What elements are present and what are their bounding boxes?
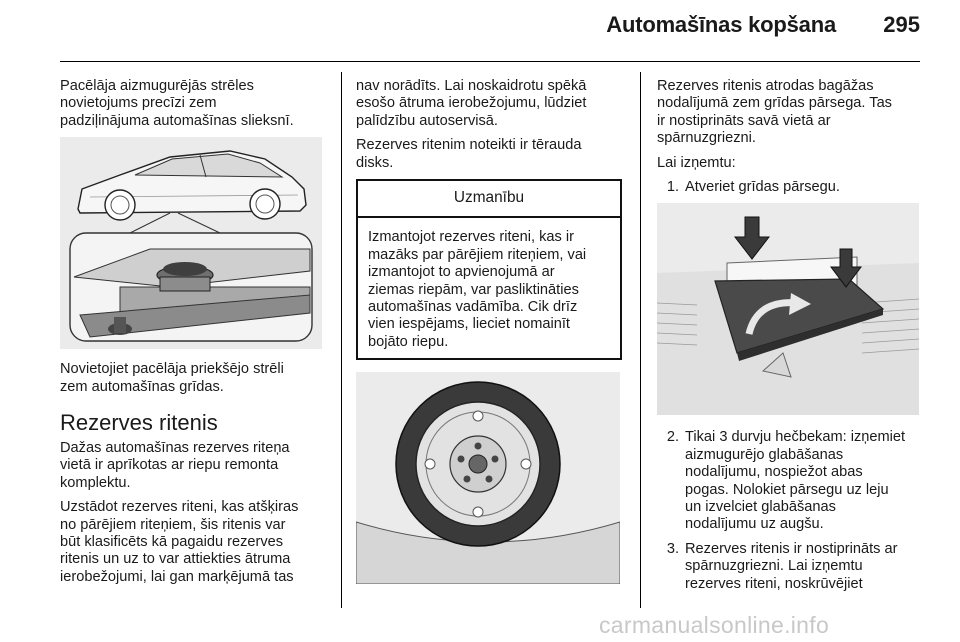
- column-2: [356, 78, 624, 584]
- list-item: [657, 541, 922, 593]
- spare-wheel-figure: [356, 372, 620, 584]
- step-number: 1.: [666, 179, 679, 196]
- page-title: Automašīnas kopšana: [606, 12, 836, 37]
- caution-body: Izmantojot rezerves riteni, kas ir mazāks par pārējiem riteņiem, vai izmantojot to apvienojumā ar ziemas riepām, var pasliktināties automašīnas vadāmība. Cik drīz vien iespējams, lieciet nomainīt bojāto riepu.: [368, 229, 587, 350]
- page-number: 295: [883, 12, 920, 37]
- step-text: Rezerves ritenis ir nostiprināts ar spārnuzgriezni. Lai izņemtu rezerves riteni, noskrūvējiet: [685, 540, 898, 592]
- jack-placement-text: Pacēlāja aizmugurējās strēles novietojums precīzi zem padziļinājuma automašīnas slieksnī.: [60, 78, 294, 129]
- removal-steps: [657, 179, 922, 196]
- caution-title: Uzmanību: [358, 181, 620, 218]
- step-number: 3.: [666, 540, 679, 557]
- watermark-text: carmanualsonline.info: [599, 612, 830, 638]
- column-divider-2: [640, 72, 641, 608]
- temporary-spare-text: Uzstādot rezerves riteni, kas atšķiras no pārējiem riteņiem, šis ritenis var būt klasificēts kā pagaidu rezerves ritenis un uz to var attiekties ātruma ierobežojumi, lai gan marķējumā tas: [60, 499, 299, 585]
- steel-rim-text: Rezerves ritenim noteikti ir tērauda disks.: [356, 137, 582, 171]
- step-text: Atveriet grīdas pārsegu.: [685, 179, 840, 196]
- column-divider-1: [341, 72, 342, 608]
- list-item: [657, 429, 922, 533]
- tyre-repair-kit-text: Dažas automašīnas rezerves riteņa vietā ir aprīkotas ar riepu remonta komplektu.: [60, 440, 290, 491]
- step-number: 2.: [666, 429, 679, 446]
- header-rule: [60, 61, 920, 62]
- column-1: [60, 78, 332, 593]
- floor-cover-figure: [657, 203, 919, 415]
- spare-wheel-heading: Rezerves ritenis: [60, 410, 218, 436]
- car-jack-figure: [60, 137, 322, 349]
- caution-box: [356, 179, 622, 360]
- removal-steps-continued: [657, 429, 922, 593]
- list-item: [657, 179, 922, 196]
- step-text: Tikai 3 durvju hečbekam: izņemiet aizmugurējo glabāšanas nodalījumu, nospiežot abas pogas. Nolokiet pārsegu uz leju un izvelciet glabāšanas nodalījumu uz augšu.: [685, 429, 906, 533]
- column-3: [657, 78, 922, 600]
- spare-location-text: Rezerves ritenis atrodas bagāžas nodalījumā zem grīdas pārsega. Tas ir nostiprināts savā vietā ar spārnuzgriezni.: [657, 78, 892, 147]
- front-jack-text: Novietojiet pacēlāja priekšējo strēli zem automašīnas grīdas.: [60, 361, 284, 395]
- speed-limit-text: nav norādīts. Lai noskaidrotu spēkā esošo ātruma ierobežojumu, lūdziet palīdzību autoservisā.: [356, 78, 587, 129]
- removal-lead-text: Lai izņemtu:: [657, 154, 736, 171]
